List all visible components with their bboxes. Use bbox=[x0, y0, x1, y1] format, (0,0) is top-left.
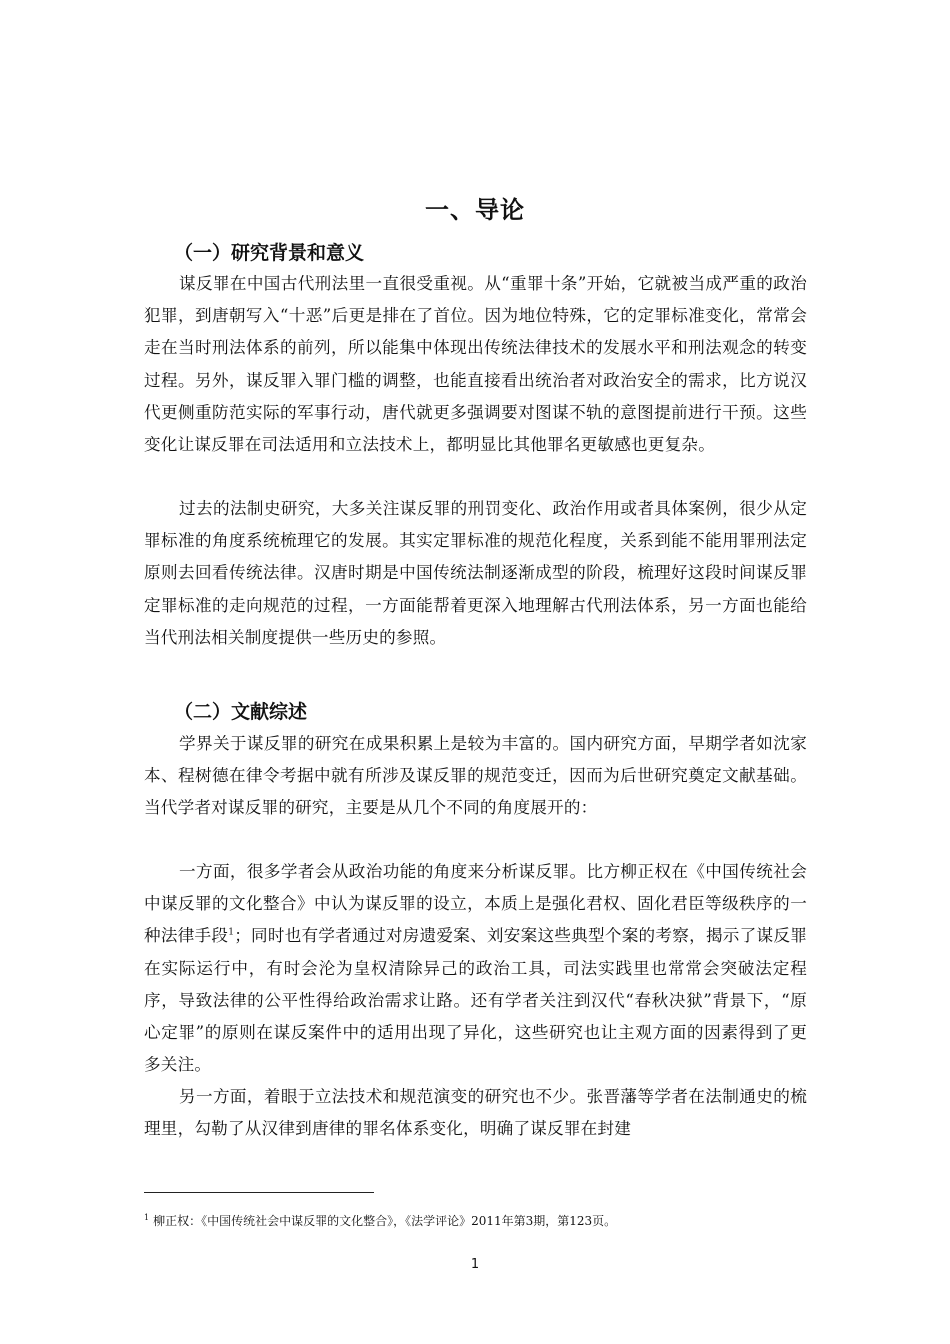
paragraph-literature-3: 另一方面，着眼于立法技术和规范演变的研究也不少。张晋藩等学者在法制通史的梳理里，勾勒了从汉律到唐律的罪名体系变化，明确了谋反罪在封建 bbox=[144, 1087, 807, 1139]
chapter-title: 一、导论 bbox=[425, 196, 525, 224]
footnote-mark: 1 bbox=[144, 1213, 150, 1222]
section-heading-background: （一）研究背景和意义 bbox=[174, 242, 365, 264]
paragraph-literature-1: 学界关于谋反罪的研究在成果积累上是较为丰富的。国内研究方面，早期学者如沈家本、程树德在律令考据中就有所涉及谋反罪的规范变迁，因而为后世研究奠定文献基础。当代学者对谋反罪的研究，主要是从几个不同的角度展开的： bbox=[144, 734, 807, 818]
paragraph-literature-2-continuation: ；同时也有学者通过对房遗爱案、刘安案这些典型个案的考察，揭示了谋反罪在实际运行中，有时会沦为皇权清除异己的政治工具，司法实践里也常常会突破法定程序，导致法律的公平性得给政治需求让路。还有学者关注到汉代“春秋决狱”背景下，“原心定罪”的原则在谋反案件中的适用出现了异化，这些研究也让主观方面的因素得到了更多关注。 bbox=[144, 926, 807, 1075]
footnote-separator bbox=[144, 1192, 374, 1193]
paragraph-literature-2 bbox=[144, 856, 807, 1081]
paragraph-background-2: 过去的法制史研究，大多关注谋反罪的刑罚变化、政治作用或者具体案例，很少从定罪标准的角度系统梳理它的发展。其实定罪标准的规范化程度，关系到能不能用罪刑法定原则去回看传统法律。汉唐时期是中国传统法制逐渐成型的阶段，梳理好这段时间谋反罪定罪标准的走向规范的过程，一方面能帮着更深入地理解古代刑法体系，另一方面也能给当代刑法相关制度提供一些历史的参照。 bbox=[144, 499, 807, 647]
footnote bbox=[144, 1208, 824, 1231]
paragraph-literature-2-text: 一方面，很多学者会从政治功能的角度来分析谋反罪。比方柳正权在《中国传统社会中谋反罪的文化整合》中认为谋反罪的设立，本质上是强化君权、固化君臣等级秩序的一种法律手段 bbox=[144, 862, 807, 946]
page-number: 1 bbox=[470, 1257, 480, 1272]
footnote-text: 柳正权：《中国传统社会中谋反罪的文化整合》，《法学评论》2011年第3期，第123页。 bbox=[153, 1214, 617, 1228]
paragraph-background-1: 谋反罪在中国古代刑法里一直很受重视。从“重罪十条”开始，它就被当成严重的政治犯罪，到唐朝写入“十恶”后更是排在了首位。因为地位特殊，它的定罪标准变化，常常会走在当时刑法体系的前列，所以能集中体现出传统法律技术的发展水平和刑法观念的转变过程。另外，谋反罪入罪门槛的调整，也能直接看出统治者对政治安全的需求，比方说汉代更侧重防范实际的军事行动，唐代就更多强调要对图谋不轨的意图提前进行干预。这些变化让谋反罪在司法适用和立法技术上，都明显比其他罪名更敏感也更复杂。 bbox=[144, 274, 807, 455]
section-heading-literature-review: （二）文献综述 bbox=[174, 701, 308, 723]
footnote-reference[interactable]: 1 bbox=[228, 927, 235, 938]
